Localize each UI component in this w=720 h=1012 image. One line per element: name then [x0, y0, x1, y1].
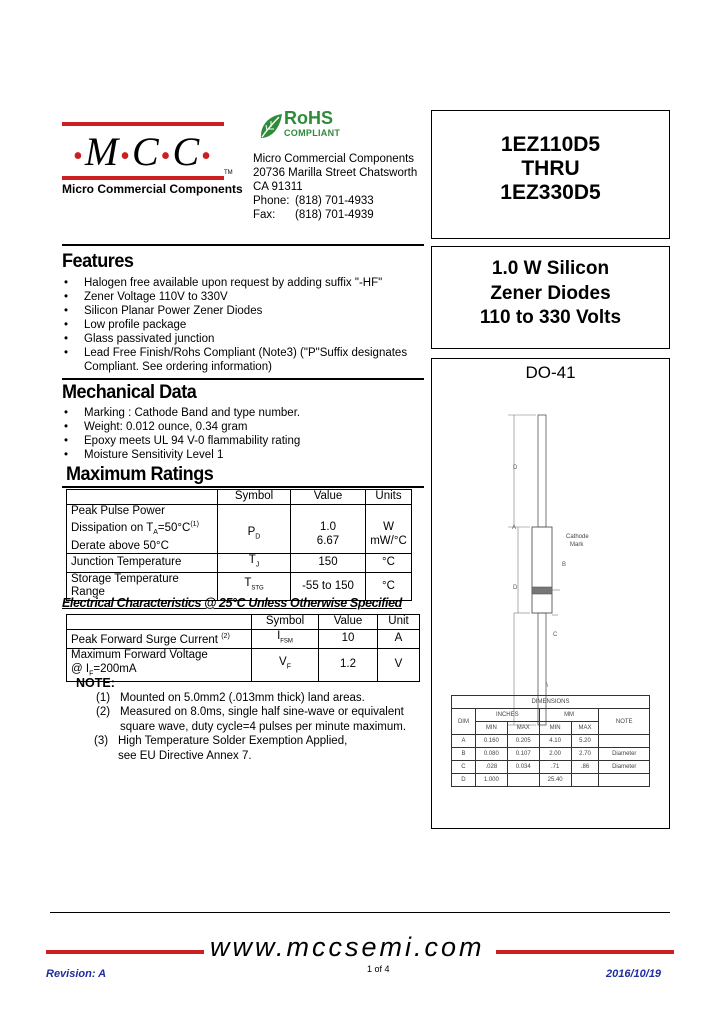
- list-item: • Moisture Sensitivity Level 1: [62, 448, 300, 462]
- part-line-2: THRU: [521, 157, 580, 180]
- notes-section: [72, 676, 406, 763]
- rohs-subtitle: COMPLIANT: [284, 128, 341, 138]
- note-3: (3) High Temperature Solder Exemption Applied,: [94, 735, 348, 747]
- electrical-heading: Electrical Characteristics @ 25°C Unless Otherwise Specified: [62, 596, 402, 610]
- column-header: Unit: [378, 615, 420, 630]
- part-line-3: 1EZ330D5: [500, 181, 601, 204]
- table-row: Junction Temperature $T_J$ 150 °C: [67, 554, 412, 573]
- mechanical-list: [62, 406, 300, 462]
- table-row: C .028 0.034 .71 .86 Diameter: [452, 761, 650, 774]
- column-header: Value: [291, 490, 366, 505]
- column-header: [67, 490, 218, 505]
- inches-header: INCHES: [475, 709, 539, 722]
- note-header: NOTE: [599, 709, 650, 735]
- logo-bottom-bar: [62, 176, 224, 180]
- desc-line-1: 1.0 W Silicon: [491, 258, 610, 279]
- list-item: • Epoxy meets UL 94 V-0 flammability rating: [62, 434, 300, 448]
- table-row: Maximum Forward Voltage @ $I_F=200mA$ $V_F$ 1.2 V: [67, 649, 420, 681]
- list-item: • Glass passivated junction: [62, 332, 407, 346]
- table-row: Peak Forward Surge Current $^{(2)}$ $I_{FSM}$ 10 A: [67, 629, 420, 649]
- list-item: • Zener Voltage 110V to 330V: [62, 290, 407, 304]
- notes-title: NOTE:: [76, 676, 115, 690]
- note-1: (1) Mounted on 5.0mm2 (.013mm thick) land areas.: [96, 691, 365, 704]
- trademark-mark: TM: [224, 170, 233, 176]
- column-header: Value: [319, 615, 378, 630]
- list-item: • Silicon Planar Power Zener Diodes: [62, 304, 407, 318]
- footer-rule: [50, 912, 670, 913]
- in-min-header: MIN: [475, 722, 507, 735]
- electrical-table: [66, 614, 420, 682]
- note-2: (2) Measured on 8.0ms, single half sine-wave or equivalent: [96, 706, 404, 718]
- max-ratings-table: [66, 489, 412, 601]
- cathode-mark-label: Cathode Mark: [566, 534, 589, 548]
- list-item: • Weight: 0.012 ounce, 0.34 gram: [62, 420, 300, 434]
- desc-line-3: 110 to 330 Volts: [479, 307, 622, 328]
- rohs-badge: [258, 108, 378, 148]
- logo-top-bar: [62, 122, 224, 126]
- table-row: D 1.000 25.40: [452, 774, 650, 787]
- mm-max-header: MAX: [571, 722, 599, 735]
- dimensions-table: [451, 695, 650, 787]
- list-item: • Low profile package: [62, 318, 407, 332]
- company-phone: Phone: (818) 701-4933: [253, 195, 374, 207]
- company-city: CA 91311: [253, 181, 303, 193]
- list-item: • Lead Free Finish/Rohs Compliant (Note3) ("P"Suffix designates: [62, 346, 407, 360]
- package-name: DO-41: [525, 363, 576, 382]
- logo-subtitle: Micro Commercial Components: [62, 182, 243, 196]
- dim-label-b: B: [562, 562, 567, 568]
- note-2-continued: square wave, duty cycle=4 pulses per minute maximum.: [120, 720, 407, 733]
- features-heading: Features: [62, 251, 134, 272]
- web-right-bar: [496, 950, 674, 954]
- mm-min-header: MIN: [539, 722, 571, 735]
- column-header: Symbol: [252, 615, 319, 630]
- max-ratings-heading: Maximum Ratings: [66, 464, 214, 485]
- company-address: [253, 152, 417, 222]
- revision-label: Revision: A: [46, 968, 107, 980]
- list-item: • Halogen free available upon request by adding suffix "-HF": [62, 276, 407, 290]
- list-item: • Marking : Cathode Band and type number.: [62, 406, 300, 420]
- list-item-continuation: Compliant. See ordering information): [84, 361, 272, 373]
- mm-header: MM: [539, 709, 599, 722]
- company-name: Micro Commercial Components: [253, 153, 415, 165]
- features-rule: [62, 244, 424, 246]
- table-row: B 0.080 0.107 2.00 2.70 Diameter: [452, 748, 650, 761]
- mcc-logo: •M•C•C•: [73, 129, 213, 174]
- part-line-1: 1EZ110D5: [500, 133, 601, 156]
- dim-label-d-top: D: [513, 465, 518, 471]
- web-left-bar: [46, 950, 204, 954]
- desc-line-2: Zener Diodes: [490, 282, 611, 304]
- note-3-continued: see EU Directive Annex 7.: [118, 749, 252, 762]
- in-max-header: MAX: [507, 722, 539, 735]
- description-box: [431, 246, 670, 349]
- features-list: [62, 276, 407, 374]
- dim-label-c: C: [553, 632, 558, 638]
- page-number: 1 of 4: [367, 964, 390, 974]
- max-ratings-rule: [62, 486, 424, 488]
- column-header: Symbol: [218, 490, 291, 505]
- company-fax: Fax: (818) 701-4939: [253, 209, 374, 221]
- column-header: Units: [366, 490, 412, 505]
- mechanical-rule: [62, 378, 424, 380]
- table-row: A 0.160 0.205 4.10 5.20: [452, 735, 650, 748]
- company-street: 20736 Marilla Street Chatsworth: [253, 167, 418, 179]
- table-row: Peak Pulse Power Dissipation on $T_A=50^\circ C^{(1)}$ Derate above 50°C $P_D$ 1.0 6.67 W mW/°C: [67, 504, 412, 554]
- revision-date: 2016/10/19: [606, 968, 662, 980]
- website-link[interactable]: www.mccsemi.com: [210, 932, 485, 962]
- rohs-title: RoHS: [284, 108, 333, 128]
- dim-label-d-bottom: D: [513, 585, 518, 591]
- do41-outline-drawing: [432, 409, 669, 739]
- table-row: Storage Temperature Range $T_{STG}$ -55 to 150 °C: [67, 572, 412, 600]
- dimensions-title: DIMENSIONS: [452, 696, 650, 709]
- dim-header: DIM: [452, 709, 476, 735]
- column-header: [67, 615, 252, 630]
- part-number-box: [431, 110, 670, 239]
- dim-label-a: A: [512, 525, 517, 531]
- mechanical-heading: Mechanical Data: [62, 382, 197, 403]
- leaf-icon: [258, 112, 284, 142]
